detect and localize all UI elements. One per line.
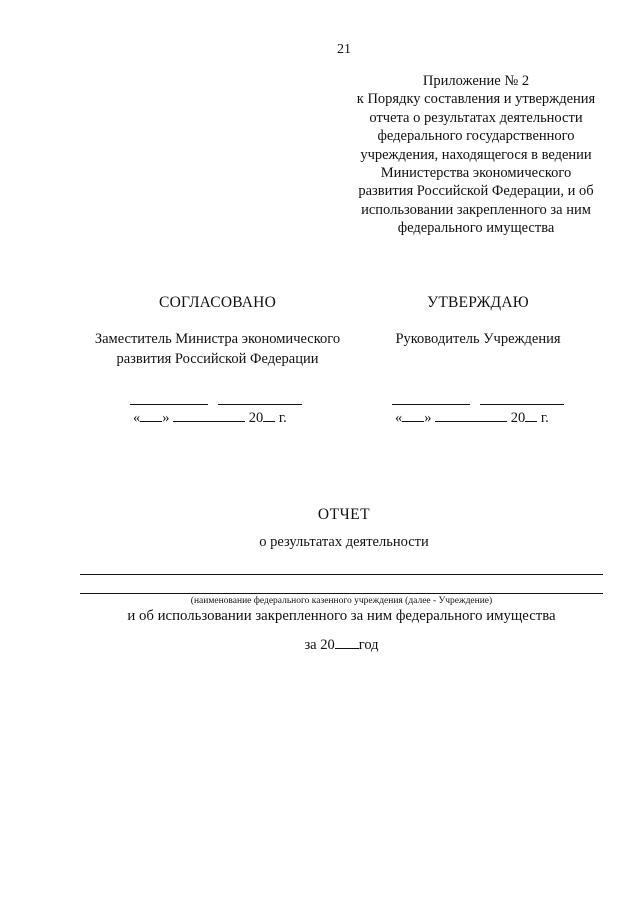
year-suffix: г. (278, 410, 287, 426)
approve-position: Руководитель Учреждения (395, 331, 561, 347)
approve-heading: УТВЕРЖДАЮ (427, 294, 529, 311)
period-suffix: год (358, 637, 379, 653)
quote-open: « (395, 410, 403, 426)
year-prefix: 20 (510, 410, 526, 426)
day-blank (140, 421, 162, 422)
period-prefix: за 20 (304, 637, 335, 653)
month-blank (435, 421, 507, 422)
year-blank (525, 421, 537, 422)
appendix-line: учреждения, находящегося в ведении (360, 146, 592, 163)
day-blank (402, 421, 424, 422)
year-suffix: г. (540, 410, 549, 426)
report-subtitle: о результатах деятельности (259, 534, 429, 550)
year-blank (263, 421, 275, 422)
appendix-header (326, 72, 626, 238)
quote-close: » (162, 410, 170, 426)
appendix-line: к Порядку составления и утверждения (356, 91, 596, 108)
appendix-line: Министерства экономического (380, 165, 572, 182)
quote-open: « (133, 410, 141, 426)
report-period (80, 636, 603, 654)
agreed-position-line2: развития Российской Федерации (116, 351, 319, 367)
agreed-heading: СОГЛАСОВАНО (159, 294, 276, 311)
appendix-line: федерального государственного (377, 128, 575, 145)
appendix-line: Приложение № 2 (422, 73, 530, 89)
appendix-line: федерального имущества (397, 220, 555, 237)
institution-name-line-2 (80, 593, 603, 594)
period-year-blank (335, 636, 359, 649)
institution-name-line-1 (80, 574, 603, 575)
quote-close: » (424, 410, 432, 426)
appendix-line: использовании закрепленного за ним (361, 201, 591, 218)
month-blank (173, 421, 245, 422)
institution-name-caption: (наименование федерального казенного учреждения (далее - Учреждение) (190, 596, 493, 606)
appendix-line: развития Российской Федерации, и об (358, 183, 594, 200)
agreed-date (133, 410, 287, 427)
page-number: 21 (337, 42, 351, 57)
property-line: и об использовании закрепленного за ним федерального имущества (127, 608, 556, 624)
approve-date (395, 410, 549, 427)
appendix-line: отчета о результатах деятельности (369, 109, 583, 126)
agreed-position-line1: Заместитель Министра экономического (94, 331, 341, 347)
report-title: ОТЧЕТ (317, 506, 371, 523)
year-prefix: 20 (248, 410, 264, 426)
